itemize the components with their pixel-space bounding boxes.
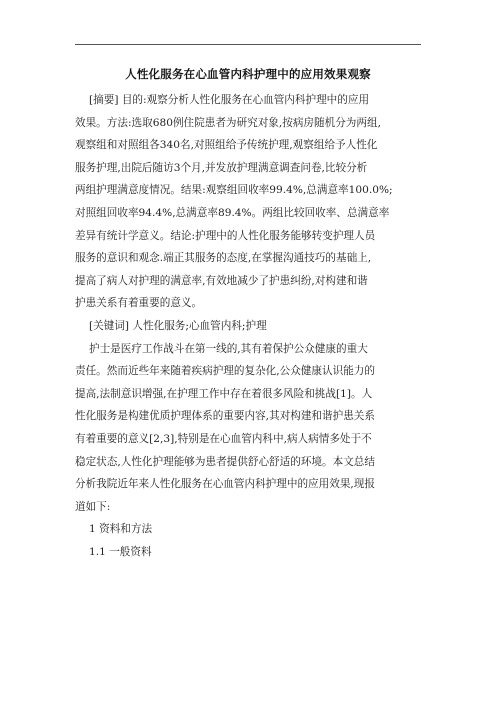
text-line: 性化服务是构建优质护理体系的重要内容,其对构建和谐护患关系 bbox=[75, 410, 375, 423]
text-line: 观察组和对照组各340名,对照组给予传统护理,观察组给予人性化 bbox=[75, 139, 378, 152]
header-rule bbox=[75, 44, 421, 45]
text-line: 服务护理,出院后随访3个月,并发放护理满意调查问卷,比较分析 bbox=[75, 161, 368, 174]
document-body bbox=[75, 89, 421, 563]
text-line: 护患关系有着重要的意义。 bbox=[75, 297, 203, 310]
page-title: 人性化服务在心血管内科护理中的应用效果观察 bbox=[125, 67, 371, 81]
text-line: 责任。然而近些年来随着疾病护理的复杂化,公众健康认识能力的 bbox=[75, 365, 375, 378]
text-line: 提高了病人对护理的满意率,有效地减少了护患纠纷,对构建和谐 bbox=[75, 274, 368, 287]
text-line: 道如下: bbox=[75, 500, 111, 513]
text-line: 提高,法制意识增强,在护理工作中存在着很多风险和挑战[1]。人 bbox=[75, 387, 373, 400]
text-line: 差异有统计学意义。结论:护理中的人性化服务能够转变护理人员 bbox=[75, 229, 376, 242]
text-line: 分析我院近年来人性化服务在心血管内科护理中的应用效果,现报 bbox=[75, 478, 375, 491]
text-line: 对照组回收率94.4%,总满意率89.4%。两组比较回收率、总满意率 bbox=[75, 206, 390, 219]
text-line: 1 资料和方法 bbox=[89, 523, 153, 536]
text-line: 效果。方法:选取680例住院患者为研究对象,按病房随机分为两组, bbox=[75, 116, 381, 129]
text-line: 服务的意识和观念.端正其服务的态度,在掌握沟通技巧的基础上, bbox=[75, 252, 372, 265]
text-line: 有着重要的意义[2,3],特别是在心血管内科中,病人病情多处于不 bbox=[75, 432, 372, 445]
text-line: [关键词] 人性化服务;心血管内科;护理 bbox=[89, 319, 267, 332]
text-line: 稳定状态,人性化护理能够为患者提供舒心舒适的环境。本文总结 bbox=[75, 455, 375, 468]
text-line: 护士是医疗工作战斗在第一线的,其有着保护公众健康的重大 bbox=[89, 342, 368, 355]
text-line: 1.1 一般资料 bbox=[89, 545, 152, 558]
text-line: [摘要] 目的:观察分析人性化服务在心血管内科护理中的应用 bbox=[89, 94, 370, 106]
text-line: 两组护理满意度情况。结果:观察组回收率99.4%,总满意率100.0%; bbox=[75, 184, 393, 197]
